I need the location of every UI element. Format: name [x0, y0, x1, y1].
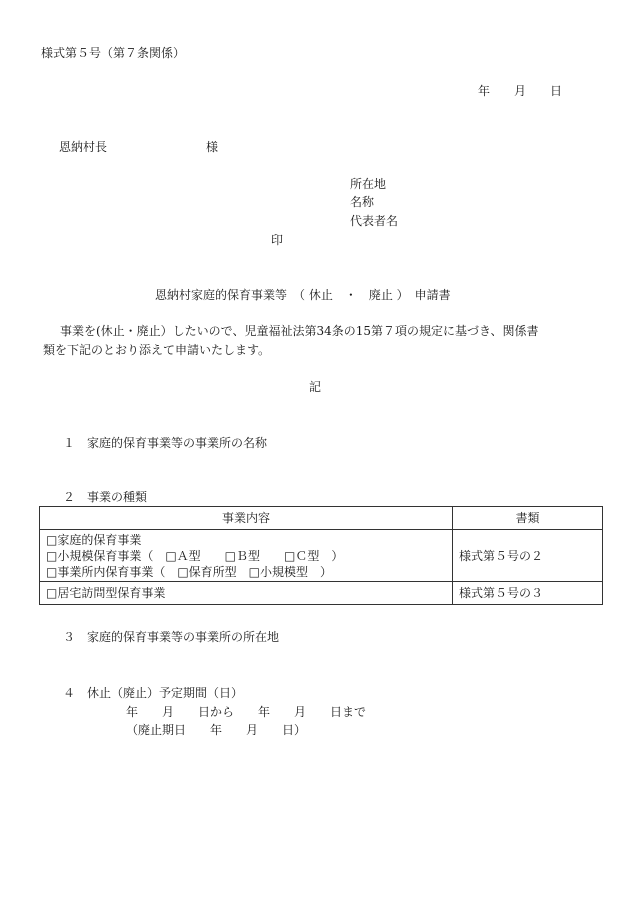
- table-header-row: [40, 507, 603, 530]
- period-line: 年 月 日から 年 月 日まで: [126, 705, 367, 719]
- abolish-date-line: （廃止期日 年 月 日）: [126, 723, 307, 737]
- seal-mark: 印: [271, 233, 284, 247]
- table-row: [40, 530, 603, 582]
- applicant-rep-label: 代表者名: [350, 214, 399, 228]
- option-workplace-childcare: □事業所内保育事業（ □保育所型 □小規模型 ）: [46, 564, 333, 579]
- section-4-heading: ４ 休止（廃止）予定期間（日）: [63, 686, 244, 700]
- ki-heading: 記: [309, 380, 322, 394]
- option-home-visit-childcare: □居宅訪問型保育事業: [40, 582, 453, 605]
- body-text-line-1: 事業を(休止・廃止）したいので、児童福祉法第34条の15第７項の規定に基づき、関係書: [60, 324, 539, 338]
- section-3-heading: ３ 家庭的保育事業等の事業所の所在地: [63, 630, 280, 644]
- header-business-content: 事業内容: [40, 507, 453, 530]
- form-label: 様式第５号（第７条関係）: [41, 46, 186, 60]
- table-row: [40, 582, 603, 605]
- applicant-name-label: 名称: [350, 195, 375, 209]
- section-2-heading: ２ 事業の種類: [63, 490, 148, 504]
- section-1-heading: １ 家庭的保育事業等の事業所の名称: [63, 436, 268, 450]
- document-cell: 様式第５号の３: [453, 582, 603, 605]
- applicant-address-label: 所在地: [350, 177, 387, 191]
- addressee-honorific: 様: [206, 140, 219, 154]
- option-home-childcare: □家庭的保育事業: [46, 532, 142, 547]
- business-type-table: [39, 506, 603, 605]
- option-small-scale-childcare: □小規模保育事業（ □Ａ型 □Ｂ型 □Ｃ型 ）: [46, 548, 344, 563]
- business-content-cell: [40, 530, 453, 582]
- date-line: 年 月 日: [478, 84, 563, 98]
- document-title: 恩納村家庭的保育事業等 （ 休止 ・ 廃止 ） 申請書: [155, 288, 451, 302]
- addressee-name: 恩納村長: [59, 140, 108, 154]
- document-cell: 様式第５号の２: [453, 530, 603, 582]
- header-documents: 書類: [453, 507, 603, 530]
- body-text-line-2: 類を下記のとおり添えて申請いたします。: [43, 343, 271, 357]
